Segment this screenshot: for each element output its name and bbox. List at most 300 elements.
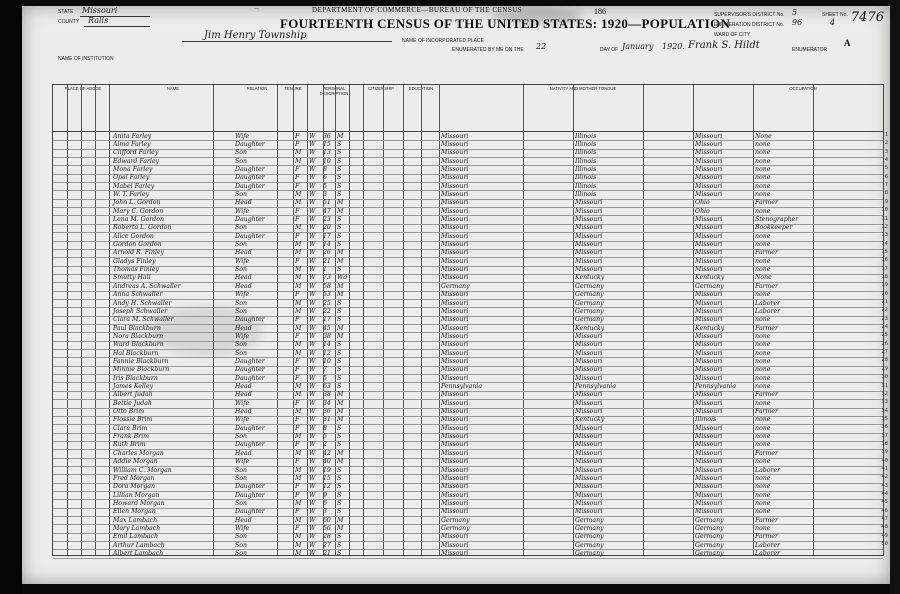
cell-sex: F: [295, 316, 300, 324]
cell-sex: F: [295, 182, 300, 190]
cell-fbp: Missouri: [575, 224, 603, 232]
cell-race: W: [309, 383, 316, 390]
cell-rel: Head: [235, 391, 252, 399]
cell-rel: Wife: [235, 458, 250, 466]
cell-rel: Son: [235, 307, 247, 315]
cell-mbp: Missouri: [695, 449, 723, 457]
cell-occ: none: [755, 332, 771, 340]
cell-sex: F: [295, 332, 300, 340]
supervisor-value: 5: [792, 8, 798, 17]
cell-mbp: Germany: [695, 516, 724, 524]
cell-ms: M: [337, 207, 344, 215]
cell-age: 5: [323, 374, 327, 382]
cell-rel: Son: [235, 541, 247, 549]
cell-mbp: Missouri: [695, 474, 723, 482]
cell-occ: none: [755, 291, 771, 299]
cell-occ: none: [755, 357, 771, 365]
line-number: 21: [881, 299, 888, 305]
cell-rel: Son: [235, 341, 247, 349]
film-border-left: [0, 0, 22, 594]
cell-age: 13: [323, 149, 331, 157]
cell-bp: Missouri: [441, 399, 469, 407]
cell-race: W: [309, 165, 316, 173]
cell-age: 47: [323, 207, 331, 215]
cell-sex: M: [295, 449, 302, 457]
cell-bp: Missouri: [441, 232, 469, 240]
day-value: 22: [536, 42, 547, 51]
cell-name: Hal Blackburn: [113, 349, 159, 357]
cell-occ: none: [755, 499, 771, 507]
line-number: 34: [881, 407, 888, 414]
line-number: 17: [881, 265, 888, 272]
cell-age: 5: [323, 182, 327, 190]
cell-age: 73: [323, 274, 331, 282]
cell-occ: none: [755, 474, 771, 482]
cell-age: 5: [323, 433, 327, 441]
cell-sex: F: [295, 399, 300, 407]
cell-mbp: Missouri: [695, 441, 723, 449]
cell-rel: Son: [235, 349, 247, 357]
cell-name: Arnold R. Finley: [113, 249, 165, 257]
cell-rel: Daughter: [235, 357, 265, 365]
cell-ms: M: [337, 399, 344, 407]
cell-mbp: Missouri: [695, 257, 723, 265]
cell-age: 36: [323, 408, 331, 416]
cell-ms: M: [337, 458, 344, 466]
cell-age: 8: [323, 424, 327, 432]
cell-name: Mabel Farley: [113, 182, 155, 190]
cell-occ: Laborer: [755, 299, 781, 307]
cell-sex: M: [295, 307, 302, 315]
cell-sex: M: [295, 466, 302, 474]
col-name: NAME: [166, 86, 180, 91]
cell-sex: F: [295, 140, 300, 148]
cell-ms: M: [337, 391, 344, 399]
month-text: DAY OF: [600, 47, 619, 53]
cell-mbp: Missouri: [695, 224, 723, 232]
cell-mbp: Missouri: [695, 316, 723, 324]
cell-occ: none: [755, 232, 771, 240]
cell-fbp: Germany: [575, 307, 604, 315]
film-border-right: [890, 0, 900, 594]
month-value: January: [622, 42, 654, 51]
cell-occ: Farmer: [755, 449, 779, 457]
cell-bp: Missouri: [441, 324, 469, 332]
cell-occ: none: [755, 383, 771, 390]
cell-bp: Missouri: [441, 216, 469, 223]
line-number: 43: [881, 482, 888, 489]
cell-age: 20: [323, 224, 331, 232]
cell-age: 6: [323, 174, 327, 182]
cell-fbp: Germany: [575, 299, 604, 307]
cell-ms: S: [337, 266, 342, 274]
cell-name: Bettie Judah: [113, 399, 152, 407]
cell-ms: M: [337, 524, 344, 532]
cell-rel: Wife: [235, 291, 250, 299]
cell-occ: Laborer: [755, 307, 781, 315]
cell-ms: M: [337, 332, 344, 340]
cell-occ: none: [755, 174, 771, 182]
cell-sex: M: [295, 541, 302, 549]
cell-name: Andreas A. Schwaller: [113, 282, 181, 290]
cell-occ: none: [755, 399, 771, 407]
cell-bp: Missouri: [441, 374, 469, 382]
cell-race: W: [309, 132, 316, 140]
cell-mbp: Missouri: [695, 508, 723, 516]
cell-bp: Missouri: [441, 207, 469, 215]
cell-occ: Farmer: [755, 391, 779, 399]
cell-age: 28: [323, 533, 331, 541]
cell-fbp: Kentucky: [575, 324, 605, 332]
cell-ms: S: [337, 466, 342, 474]
cell-sex: M: [295, 433, 302, 441]
cell-ms: S: [337, 433, 342, 441]
line-number: 38: [881, 440, 888, 447]
cell-fbp: Illinois: [575, 182, 597, 190]
cell-race: W: [309, 232, 316, 240]
cell-name: W. T. Farley: [113, 190, 150, 198]
cell-bp: Missouri: [441, 190, 469, 198]
cell-bp: Missouri: [441, 299, 469, 307]
cell-ms: M: [337, 516, 344, 524]
cell-fbp: Missouri: [575, 474, 603, 482]
cell-fbp: Germany: [575, 516, 604, 524]
cell-sex: F: [295, 424, 300, 432]
line-number: 37: [881, 432, 888, 439]
cell-sex: M: [295, 341, 302, 349]
cell-rel: Wife: [235, 416, 250, 424]
cell-name: Joseph Schwaller: [113, 307, 168, 315]
cell-rel: Son: [235, 533, 247, 541]
cell-occ: none: [755, 190, 771, 198]
cell-sex: M: [295, 224, 302, 232]
line-number: 46: [881, 507, 888, 514]
cell-bp: Missouri: [441, 391, 469, 399]
cell-race: W: [309, 241, 316, 249]
line-number: 11: [881, 215, 888, 222]
cell-ms: M: [337, 324, 344, 332]
cell-bp: Missouri: [441, 366, 469, 374]
cell-occ: none: [755, 149, 771, 157]
cell-race: W: [309, 316, 316, 324]
cell-bp: Missouri: [441, 449, 469, 457]
cell-fbp: Missouri: [575, 332, 603, 340]
cell-race: W: [309, 491, 316, 499]
cell-age: 15: [323, 140, 331, 148]
cell-bp: Missouri: [441, 408, 469, 416]
cell-fbp: Missouri: [575, 366, 603, 374]
cell-race: W: [309, 207, 316, 215]
cell-age: 12: [323, 349, 331, 357]
cell-mbp: Missouri: [695, 491, 723, 499]
cell-bp: Missouri: [441, 249, 469, 257]
cell-bp: Missouri: [441, 441, 469, 449]
cell-race: W: [309, 524, 316, 532]
line-number: 6: [884, 173, 888, 180]
enum-district-label: ENUMERATION DISTRICT No.: [714, 22, 785, 28]
cell-rel: Head: [235, 516, 252, 524]
cell-name: Fred Morgan: [113, 474, 155, 482]
cell-sex: M: [295, 249, 302, 257]
cell-fbp: Missouri: [575, 391, 603, 399]
cell-race: W: [309, 391, 316, 399]
cell-ms: S: [337, 140, 342, 148]
cell-occ: none: [755, 366, 771, 374]
cell-age: 26: [323, 249, 331, 257]
line-number: 2: [884, 140, 888, 147]
cell-bp: Missouri: [441, 157, 469, 165]
cell-occ: none: [755, 316, 771, 324]
cell-bp: Missouri: [441, 274, 469, 282]
cell-bp: Missouri: [441, 508, 469, 516]
cell-bp: Missouri: [441, 165, 469, 173]
cell-age: 3: [323, 190, 327, 198]
cell-ms: S: [337, 232, 342, 240]
cell-sex: F: [295, 257, 300, 265]
cell-bp: Missouri: [441, 533, 469, 541]
table-row: [53, 550, 883, 559]
cell-race: W: [309, 474, 316, 482]
cell-bp: Missouri: [441, 182, 469, 190]
line-number: 19: [881, 282, 888, 289]
cell-occ: none: [755, 341, 771, 349]
line-number: 28: [881, 357, 888, 364]
cell-occ: none: [755, 424, 771, 432]
cell-race: W: [309, 324, 316, 332]
cell-bp: Missouri: [441, 332, 469, 340]
cell-name: Ellen Morgan: [113, 508, 156, 516]
cell-mbp: Missouri: [695, 483, 723, 491]
cell-rel: Head: [235, 324, 252, 332]
cell-name: Edward Farley: [113, 157, 160, 165]
cell-fbp: Missouri: [575, 257, 603, 265]
cell-sex: M: [295, 274, 302, 282]
cell-name: Opal Farley: [113, 174, 150, 182]
cell-age: 14: [323, 241, 331, 249]
cell-rel: Son: [235, 266, 247, 274]
cell-age: 45: [323, 324, 331, 332]
cell-ms: S: [337, 508, 342, 516]
cell-fbp: Kentucky: [575, 274, 605, 282]
col-tenure: TENURE: [284, 86, 302, 91]
cell-mbp: Missouri: [695, 391, 723, 399]
cell-mbp: Germany: [695, 533, 724, 541]
cell-bp: Pennsylvania: [441, 383, 483, 390]
state-value: Missouri: [82, 6, 118, 15]
cell-name: James Kelley: [113, 383, 154, 390]
cell-occ: Farmer: [755, 324, 779, 332]
cell-sex: M: [295, 533, 302, 541]
cell-sex: F: [295, 366, 300, 374]
cell-rel: Daughter: [235, 366, 265, 374]
cell-fbp: Germany: [575, 316, 604, 324]
cell-bp: Missouri: [441, 541, 469, 549]
cell-mbp: Missouri: [695, 408, 723, 416]
cell-race: W: [309, 516, 316, 524]
incorporated-label: NAME OF INCORPORATED PLACE: [402, 38, 484, 44]
line-number: 10: [881, 207, 888, 214]
cell-bp: Missouri: [441, 458, 469, 466]
cell-sex: F: [295, 458, 300, 466]
cell-mbp: Kentucky: [695, 324, 725, 332]
cell-occ: none: [755, 458, 771, 466]
line-number: 22: [881, 307, 888, 314]
cell-ms: M: [337, 291, 344, 299]
cell-bp: Missouri: [441, 224, 469, 232]
cell-age: 22: [323, 307, 331, 315]
cell-occ: none: [755, 524, 771, 532]
cell-occ: Farmer: [755, 199, 779, 207]
cell-mbp: Pennsylvania: [695, 383, 737, 390]
cell-race: W: [309, 541, 316, 549]
cell-ms: S: [337, 383, 342, 390]
line-number: 7: [884, 182, 888, 189]
cell-bp: Missouri: [441, 257, 469, 265]
cell-name: Anna Schwaller: [113, 291, 163, 299]
cell-rel: Daughter: [235, 140, 265, 148]
col-personal: PERSONAL DESCRIPTION: [319, 86, 349, 96]
cell-name: Max Lambach: [113, 516, 158, 524]
cell-age: 6: [323, 499, 327, 507]
cell-ms: S: [337, 341, 342, 349]
cell-age: 60: [323, 516, 331, 524]
cell-fbp: Germany: [575, 541, 604, 549]
line-number: 5: [884, 165, 888, 172]
cell-mbp: Germany: [695, 541, 724, 549]
cell-occ: Laborer: [755, 550, 781, 557]
cell-race: W: [309, 174, 316, 182]
cell-race: W: [309, 349, 316, 357]
cell-name: Arthur Lambach: [113, 541, 165, 549]
cell-name: Fannie Blackburn: [113, 357, 169, 365]
cell-race: W: [309, 157, 316, 165]
cell-ms: M: [337, 282, 344, 290]
cell-age: 12: [323, 483, 331, 491]
cell-race: W: [309, 441, 316, 449]
cell-rel: Son: [235, 299, 247, 307]
cell-rel: Wife: [235, 207, 250, 215]
cell-age: 3: [323, 508, 327, 516]
cell-fbp: Missouri: [575, 207, 603, 215]
cell-ms: S: [337, 165, 342, 173]
cell-bp: Germany: [441, 516, 470, 524]
cell-race: W: [309, 483, 316, 491]
cell-occ: Farmer: [755, 282, 779, 290]
cell-fbp: Illinois: [575, 149, 597, 157]
line-number: 12: [881, 223, 888, 230]
cell-race: W: [309, 357, 316, 365]
cell-occ: Bookkeeper: [755, 224, 793, 232]
cell-rel: Daughter: [235, 216, 265, 223]
line-number: 35: [881, 415, 888, 422]
line-number: 15: [881, 248, 888, 255]
cell-sex: M: [295, 408, 302, 416]
cell-age: 23: [323, 216, 331, 223]
cell-occ: none: [755, 157, 771, 165]
cell-rel: Son: [235, 157, 247, 165]
cell-race: W: [309, 149, 316, 157]
cell-name: Frank Brim: [113, 433, 149, 441]
cell-age: 14: [323, 341, 331, 349]
cell-sex: F: [295, 174, 300, 182]
cell-name: Addie Morgan: [113, 458, 158, 466]
cell-rel: Son: [235, 224, 247, 232]
cell-age: 10: [323, 357, 331, 365]
line-number: 13: [881, 232, 888, 239]
cell-mbp: Missouri: [695, 132, 723, 140]
cell-rel: Daughter: [235, 182, 265, 190]
cell-rel: Son: [235, 433, 247, 441]
cell-rel: Daughter: [235, 508, 265, 516]
cell-occ: none: [755, 207, 771, 215]
cell-name: Ruth Brim: [113, 441, 146, 449]
cell-ms: S: [337, 182, 342, 190]
cell-rel: Son: [235, 241, 247, 249]
cell-mbp: Missouri: [695, 357, 723, 365]
cell-name: Andy H. Schwaller: [113, 299, 172, 307]
cell-mbp: Missouri: [695, 249, 723, 257]
cell-age: 36: [323, 132, 331, 140]
cell-name: Alice Gordon: [113, 232, 154, 240]
cell-ms: S: [337, 174, 342, 182]
cell-mbp: Missouri: [695, 266, 723, 274]
cell-mbp: Missouri: [695, 190, 723, 198]
cell-sex: F: [295, 491, 300, 499]
line-number: 8: [884, 190, 888, 197]
cell-name: Albert Lambach: [113, 550, 164, 557]
cell-sex: M: [295, 516, 302, 524]
cell-mbp: Missouri: [695, 165, 723, 173]
cell-rel: Wife: [235, 257, 250, 265]
line-number: 33: [881, 399, 888, 406]
enum-district-value: 96: [792, 18, 803, 27]
line-number: 41: [881, 466, 888, 472]
line-number: 30: [881, 374, 888, 381]
cell-bp: Missouri: [441, 424, 469, 432]
cell-name: Thomas Finley: [113, 266, 159, 274]
sheet-label: SHEET No.: [822, 12, 848, 18]
cell-bp: Missouri: [441, 174, 469, 182]
cell-mbp: Missouri: [695, 232, 723, 240]
cell-fbp: Missouri: [575, 374, 603, 382]
cell-fbp: Missouri: [575, 483, 603, 491]
cell-name: Clifford Farley: [113, 149, 159, 157]
line-number: 1: [884, 132, 888, 138]
line-number: 45: [881, 499, 888, 506]
cell-fbp: Missouri: [575, 232, 603, 240]
cell-bp: Missouri: [441, 266, 469, 274]
cell-occ: Farmer: [755, 533, 779, 541]
cell-name: Otto Brim: [113, 408, 145, 416]
cell-occ: none: [755, 441, 771, 449]
cell-age: 7: [323, 366, 327, 374]
cell-rel: Son: [235, 149, 247, 157]
cell-age: 15: [323, 474, 331, 482]
state-label: STATE: [58, 9, 74, 15]
cell-ms: S: [337, 224, 342, 232]
cell-age: 42: [323, 449, 331, 457]
cell-occ: none: [755, 182, 771, 190]
cell-race: W: [309, 366, 316, 374]
cell-mbp: Missouri: [695, 174, 723, 182]
line-number: 14: [881, 240, 888, 247]
cell-bp: Missouri: [441, 316, 469, 324]
cell-occ: none: [755, 491, 771, 499]
cell-rel: Head: [235, 449, 252, 457]
cell-race: W: [309, 449, 316, 457]
cell-sex: F: [295, 216, 300, 223]
cell-race: W: [309, 499, 316, 507]
